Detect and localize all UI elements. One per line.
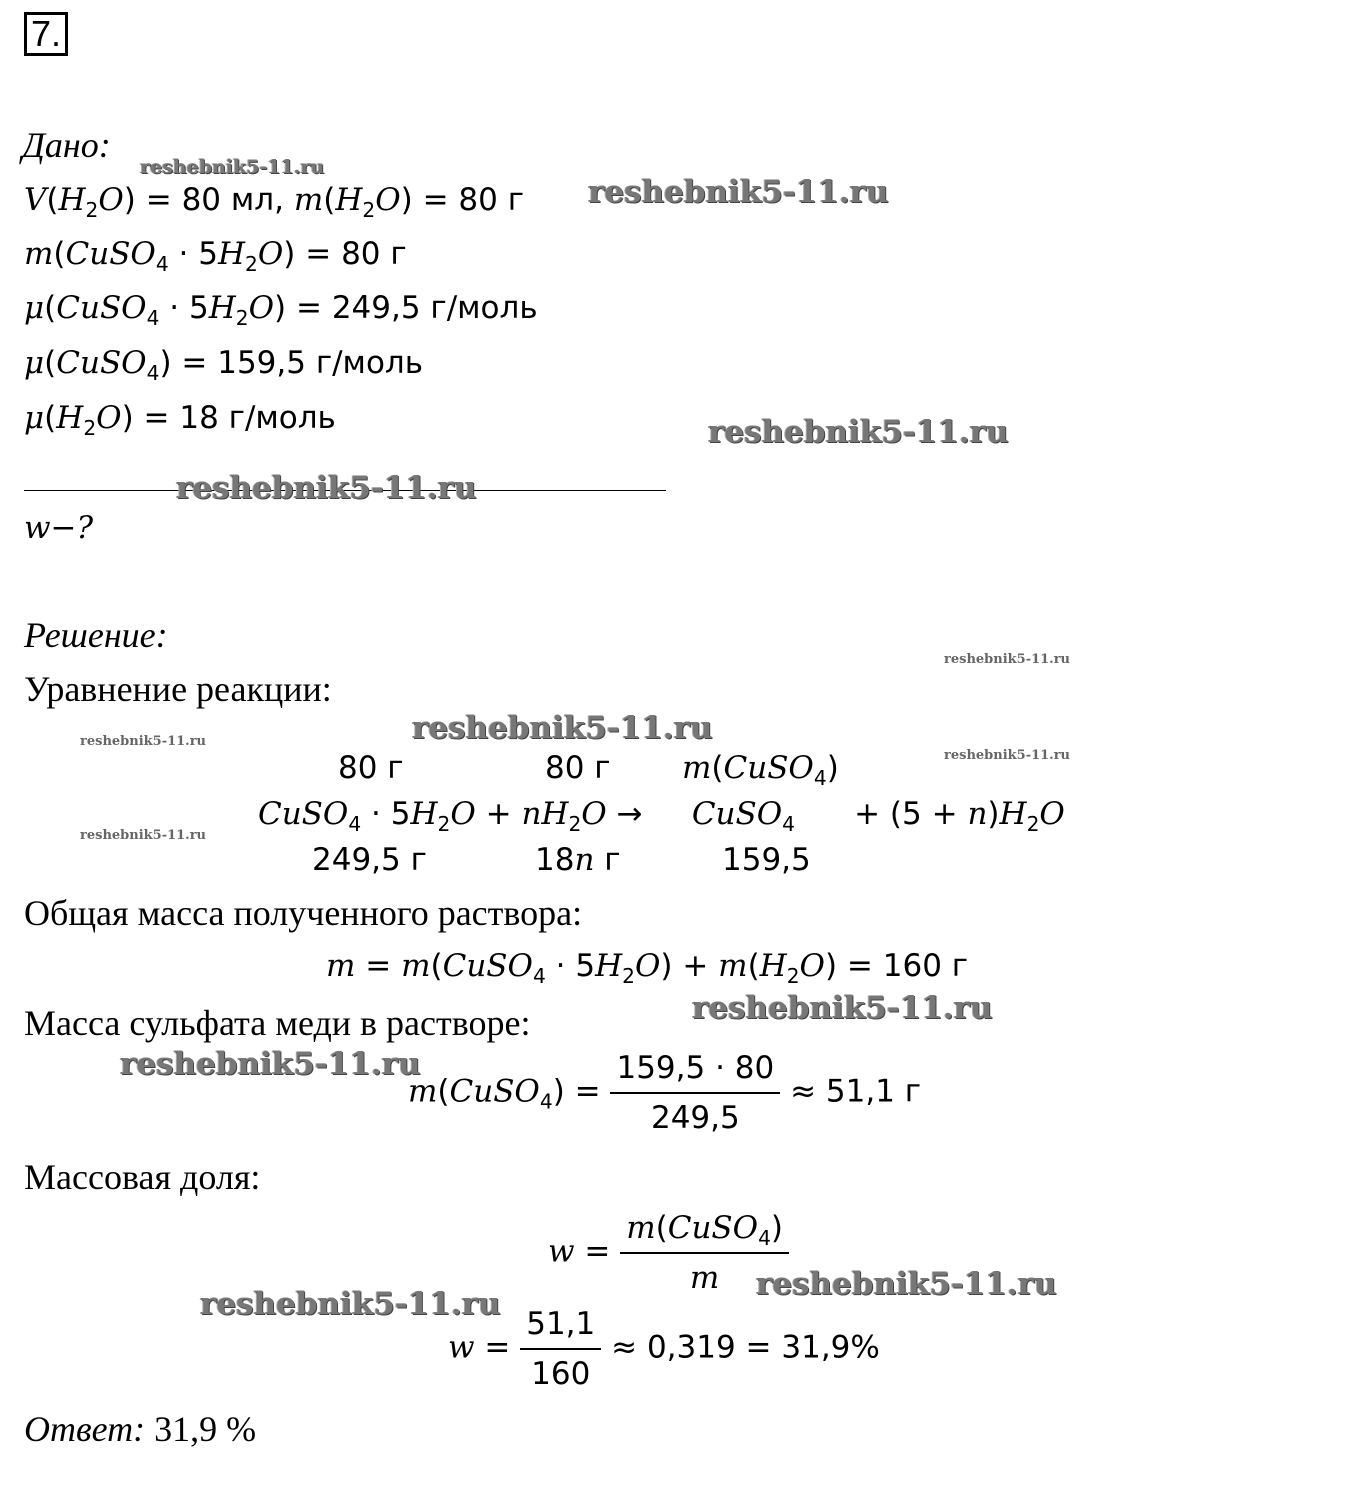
mass-fraction-heading: Массовая доля: xyxy=(24,1157,261,1197)
watermark: reshebnik5-11.ru xyxy=(756,1266,1057,1302)
watermark: reshebnik5-11.ru xyxy=(120,1046,421,1082)
given-label: Дано: xyxy=(22,125,111,165)
answer-value: 31,9 % xyxy=(154,1409,257,1449)
watermark: reshebnik5-11.ru xyxy=(588,174,889,210)
watermark: reshebnik5-11.ru xyxy=(176,470,477,506)
mass-fraction-def-fraction: $\frac{m(CuSO_4)}{m}$ xyxy=(620,1208,789,1298)
given-line-water-molar: $\mu(H_2O) = 18$ г/моль xyxy=(24,400,336,441)
reaction-bottom-mass-3: 159,5 xyxy=(722,842,811,878)
copper-mass-fraction: $\frac{159,5 \cdot 80}{249,5}$ xyxy=(610,1048,780,1138)
reaction-heading: Уравнение реакции: xyxy=(24,669,332,709)
given-line-hydrate-molar: μ(CuSO$_4$ · $5H_2O) = 249,5$ г/моль xyxy=(24,290,538,331)
reaction-bottom-mass-2: 18n г xyxy=(535,842,621,878)
total-mass-formula: m = m(CuSO$_4$ · $5H_2O) + m(H_2O) = 160$ г xyxy=(326,948,969,989)
copper-mass-heading: Масса сульфата меди в растворе: xyxy=(24,1003,531,1043)
given-line-hydrate-mass: m(CuSO$_4$ · $5H_2O) = 80$ г xyxy=(24,236,407,277)
reaction-bottom-mass-1: 249,5 г xyxy=(312,842,427,878)
solution-label: Решение: xyxy=(24,615,168,655)
watermark: reshebnik5-11.ru xyxy=(80,828,207,843)
find-label: w−? xyxy=(24,510,94,546)
mass-fraction-calc-fraction: $\frac{51,1}{160}$ xyxy=(520,1304,601,1394)
given-line-volume: $V(H_2O) = 80$ мл, $m(H_2O) = 80$ г xyxy=(24,182,525,223)
problem-number: 7. xyxy=(24,12,68,56)
answer-line xyxy=(24,1408,256,1450)
watermark: reshebnik5-11.ru xyxy=(944,748,1071,763)
copper-mass-formula: m(CuSO$_4$) = $\frac{159,5 \cdot 80}{249,5}$ ≈ 51,1 г xyxy=(408,1050,922,1136)
watermark: reshebnik5-11.ru xyxy=(140,156,325,178)
watermark: reshebnik5-11.ru xyxy=(692,990,993,1026)
watermark: reshebnik5-11.ru xyxy=(708,414,1009,450)
answer-label: Ответ: xyxy=(24,1409,146,1449)
mass-fraction-calculation: w = $\frac{51,1}{160}$ ≈ 0,319 = 31,9% xyxy=(448,1306,880,1392)
reaction-top-mass-1: 80 г xyxy=(338,750,404,786)
total-mass-heading: Общая масса полученного раствора: xyxy=(24,893,583,933)
watermark: reshebnik5-11.ru xyxy=(80,734,207,749)
reaction-top-mass-2: 80 г xyxy=(545,750,611,786)
reaction-equation: CuSO$_4$ · $5H_2O + nH_2O$ → CuSO$_4$ + $(5 + n)H_2O$ xyxy=(258,796,1065,837)
watermark: reshebnik5-11.ru xyxy=(944,652,1071,667)
reaction-top-mass-3: m(CuSO$_4$) xyxy=(682,750,839,791)
mass-fraction-definition: w = $\frac{m(CuSO_4)}{m}$ xyxy=(548,1208,789,1298)
watermark: reshebnik5-11.ru xyxy=(412,710,713,746)
watermark: reshebnik5-11.ru xyxy=(200,1286,501,1322)
given-line-sulfate-molar: μ(CuSO$_4$) = 159,5 г/моль xyxy=(24,345,423,386)
